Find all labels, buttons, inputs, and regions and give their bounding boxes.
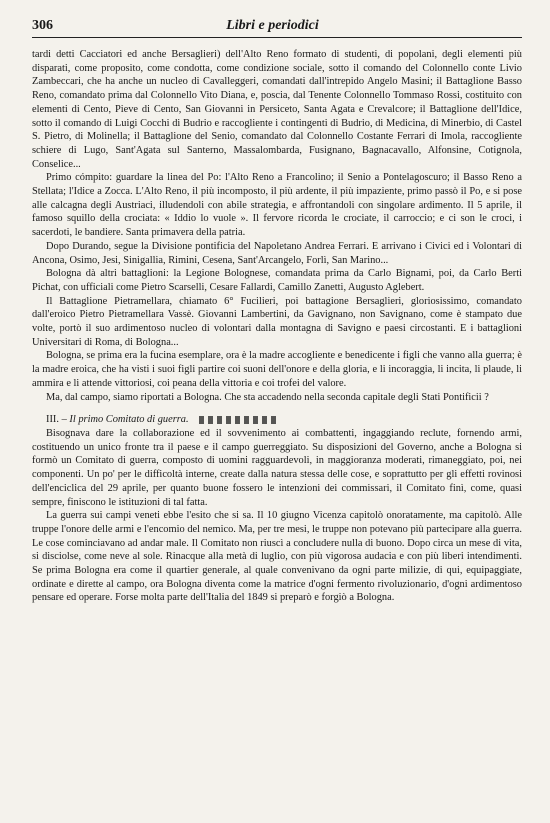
section-heading	[32, 413, 522, 427]
paragraph: Il Battaglione Pietramellara, chiamato 6° Fucilieri, poi battagione Bersaglieri, gloriosissimo, comandato dall'eroico Pietro Pietramellara Vassè. Giovanni Lambertini, da Gavignano, non Savignano, come è stampato due volte, portò il suo ardimentoso nucleo di volontari dalla montagna di Savigno e paesi circostanti. E i battaglioni Universitari di Roma, di Bologna...	[32, 295, 522, 348]
section-title: Il primo Comitato di guerra.	[69, 414, 189, 426]
ink-blot	[199, 416, 277, 424]
paragraph: La guerra sui campi veneti ebbe l'esito che si sa. Il 10 giugno Vicenza capitolò onoratamente, ma capitolò. Alle truppe l'onore delle armi e l'encomio del nemico. Ma, per tre mesi, le truppe non potevano più partecipare alla guerra. Le cose cominciavano ad andar male. Il Comitato non riuscì a concludere nulla di buono. Dopo circa un mese di vita, si disciolse, come neve al sole. Rinacque alla metà di luglio, con più vigorosa audacia e con più liberi intendimenti. Se prima Bologna era come il quartier generale, al quale convenivano da ogni parte milizie, di qui, equipaggiate, ordinate e dirette al campo, ora Bologna diventa come la matrice d'ogni fermento rivoluzionario, d'ogni ardimentoso pensare ed operare. Forse molta parte dell'Italia del 1849 si preparò e forgiò a Bologna.	[32, 510, 522, 604]
paragraph: Dopo Durando, segue la Divisione pontificia del Napoletano Andrea Ferrari. E arrivano i Civici ed i Volontari di Ancona, Osimo, Jesi, Sinigallia, Rimini, Cesena, Sant'Arcangelo, Forlì, San Marino...	[32, 240, 522, 266]
page-body	[32, 48, 522, 605]
paragraph: Bologna, se prima era la fucina esemplare, ora è la madre accogliente e benedicente i figli che vanno alla guerra; è la madre eroica, che ha visti i suoi figli partire coi suoni dell'onore e della gloria, e li incoraggia, li incita, li plaude, li ammira e li attende vittoriosi, coi peana della vittoria e coi trofei del valore.	[32, 350, 522, 389]
page-header	[32, 18, 522, 38]
paragraph: Bisognava dare la collaborazione ed il sovvenimento ai combattenti, ingaggiando reclute, fornendo armi, costituendo un unico fronte tra il paese e il campo guerreggiato. Su disposizioni del Governo, anche a Bologna si formò un Comitato di guerra, composto di uomini ragguardevoli, in maggioranza moderati, rimaneggiato, poi, nei componenti. Un po' per le difficoltà interne, create dalla natura stessa delle cose, e soprattutto per gli effetti rovinosi dell'enciclica del 29 aprile, per quanto buone fossero le intenzioni dei commissari, il Comitato finì, come, quasi sempre, finiscono le istituzioni di tal fatta.	[32, 427, 522, 508]
paragraph: Ma, dal campo, siamo riportati a Bologna. Che sta accadendo nella seconda capitale degli Stati Pontificii ?	[46, 391, 489, 403]
page-number: 306	[32, 18, 53, 33]
running-title: Libri e periodici	[226, 18, 319, 33]
paragraph: Primo cómpito: guardare la linea del Po: l'Alto Reno a Francolino; il Senio a Pontelagoscuro; il Basso Reno a Stellata; l'Idice a Zocca. L'Alto Reno, il più incomposto, il più ardente, il più impaziente, primo passò il Po, e si pose alle calcagna degli Austriaci, illudendoli con abile strategia, e affrontandoli con singolare ardimento. Il 5 aprile, il famoso squillo della crociata: « Iddio lo vuole ». Il fervore ricorda le crociate, il carroccio; e ci son le croci, i sacerdoti, le bandiere. Santa primavera della patria.	[32, 172, 522, 239]
paragraph: tardi detti Cacciatori ed anche Bersaglieri) dell'Alto Reno formato di studenti, di popolani, degli elementi più disparati, come proposito, come condotta, come condizione sociale, sotto il comando del Colonnello conte Livio Zambeccari, che ha anche un nucleo di Cavalleggeri, comandati dall'intrepido Angelo Masini; il Battaglione Basso Reno, comandato prima dal Colonnello Vito Diana, e, poscia, dal Tenente Colonnello Tommaso Rossi, costituito con elementi di Cento, Pieve di Cento, San Giovanni in Persiceto, Santa Agata e Crevalcore; il Battaglione dell'Idice, sotto il comando di Luigi Cocchi di Budrio e raccogliente i contingenti di Budrio, di Medicina, di Minerbio, di Castel S. Pietro, di Molinella; il Battaglione del Senio, comandato dal Colonnello Costante Ferrari di Imola, raccogliente schiere di Lugo, Sant'Agata sul Santerno, Massalombarda, Fusignano, Bagnacavallo, Alfonsine, Cotignola, Conselice...	[32, 49, 522, 170]
section-number: III. –	[46, 414, 67, 426]
paragraph: Bologna dà altri battaglioni: la Legione Bolognese, comandata prima da Carlo Bignami, poi, da Carlo Berti Pichat, con ufficiali come Pietro Scarselli, Cesare Fallardi, Camillo Zanetti, Augusto Aglebert.	[32, 268, 522, 293]
